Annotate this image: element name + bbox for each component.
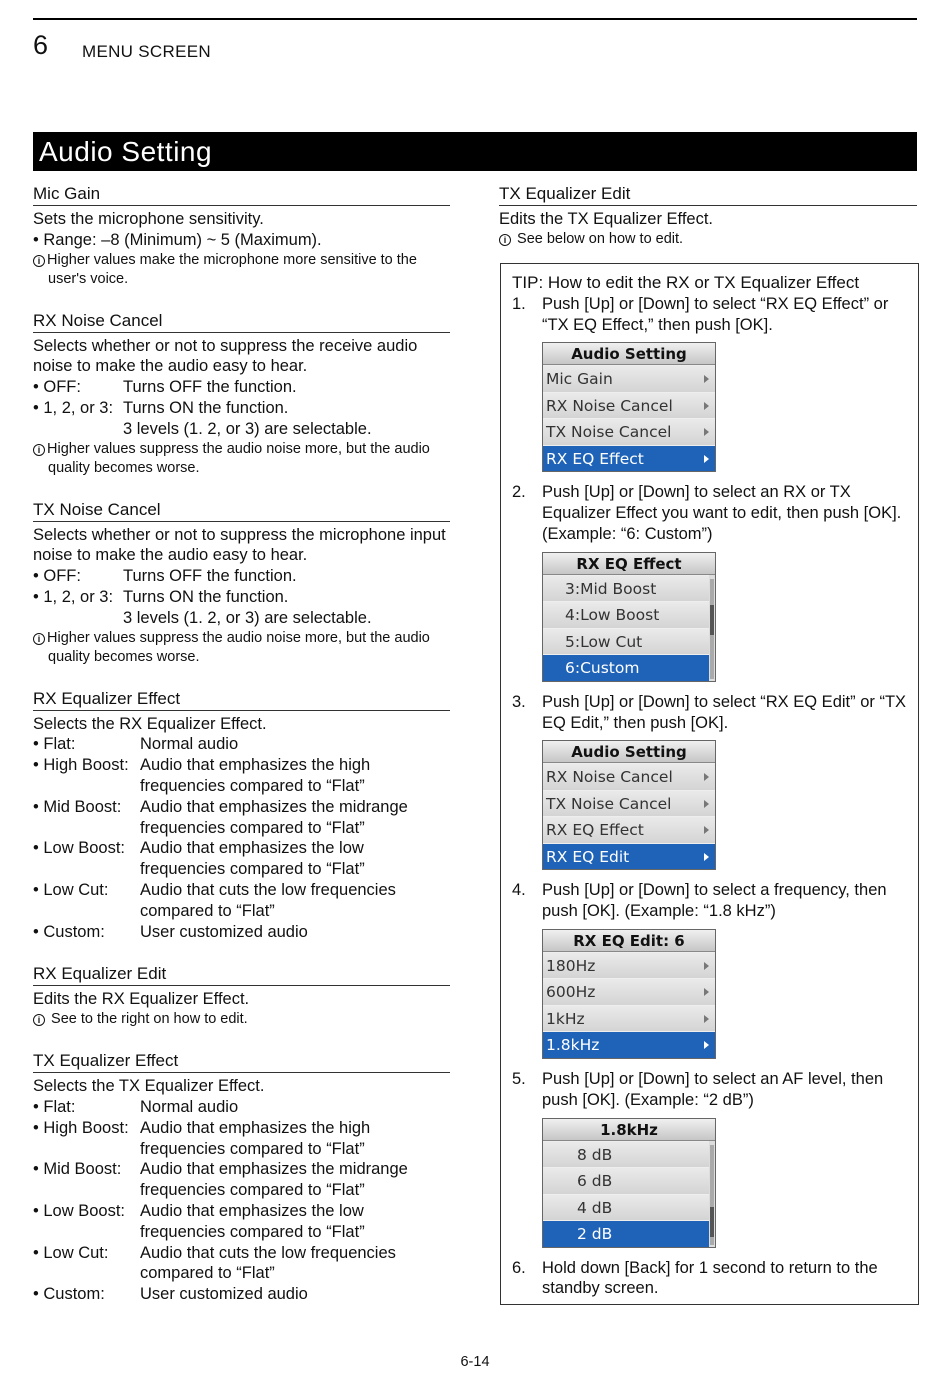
effect-key: • Low Boost: [33,1201,125,1220]
effect-value: Audio that emphasizes the midrange frequencies compared to “Flat” [140,1160,408,1200]
tip-step [512,880,908,922]
option-row [33,377,450,398]
effect-value: Audio that emphasizes the midrange frequencies compared to “Flat” [140,797,408,837]
rx-equalizer-edit-section [33,964,450,1029]
lcd-title: 1.8kHz [543,1119,715,1141]
info-icon: i [33,444,45,456]
lcd-menu-item [543,1167,709,1194]
lcd-item-label: 4 dB [577,1198,613,1217]
lcd-scroll-thumb [710,605,714,635]
effect-value: Normal audio [140,735,239,754]
effect-key: • Low Boost: [33,839,125,858]
arrow-right-icon [704,1015,709,1023]
lcd-screen [542,929,716,1059]
section-title: RX Equalizer Edit [33,964,450,986]
chapter-title: MENU SCREEN [82,42,211,61]
lcd-title: RX EQ Effect [543,553,715,575]
lcd-menu-item [543,392,715,419]
lcd-item-label: 6 dB [577,1172,613,1191]
lcd-item-label: 2 dB [577,1225,613,1244]
lcd-item-label: 6:Custom [565,659,640,678]
info-icon: i [33,1014,45,1026]
effect-key: • Mid Boost: [33,1160,122,1179]
section-title: TX Equalizer Edit [499,184,917,206]
lcd-menu-item-selected [543,445,715,472]
lcd-item-label: RX Noise Cancel [546,396,673,415]
step-number: 6. [512,1258,526,1277]
effect-value: Normal audio [140,1097,239,1116]
option-value: Turns OFF the function. [123,567,297,586]
effect-row [33,1097,450,1118]
tip-step [512,1258,908,1300]
option-key: • OFF: [33,567,81,586]
section-title: RX Noise Cancel [33,311,450,333]
effect-value: Audio that cuts the low frequencies compared to “Flat” [140,880,396,920]
note [33,440,450,478]
effect-value: Audio that emphasizes the low frequencies compared to “Flat” [140,839,365,879]
step-text: Hold down [Back] for 1 second to return to the standby screen. [542,1258,878,1298]
lcd-menu-item [543,978,715,1005]
effect-value: Audio that emphasizes the low frequencies compared to “Flat” [140,1201,365,1241]
tx-noise-cancel-section [33,500,450,667]
option-value-line: Turns ON the function. [123,587,289,606]
description: Edits the TX Equalizer Effect. [499,210,714,228]
section-banner: Audio Setting [33,132,917,171]
description: Selects whether or not to suppress the microphone input noise to make the audio easy to hear. [33,525,446,565]
lcd-menu-item [543,365,715,392]
description: Selects whether or not to suppress the receive audio noise to make the audio easy to hear. [33,336,418,376]
note [33,251,450,289]
lcd-title: RX EQ Edit: 6 [543,930,715,952]
effect-row [33,880,450,922]
step-text: Push [Up] or [Down] to select an AF level, then push [OK]. (Example: “2 dB”) [542,1069,884,1109]
effect-key: • Custom: [33,922,105,941]
step-text: Push [Up] or [Down] to select a frequency, then push [OK]. (Example: “1.8 kHz”) [542,881,887,921]
option-value [123,398,450,440]
lcd-item-label: TX Noise Cancel [546,794,672,813]
effect-key: • Flat: [33,1097,76,1116]
description: Edits the RX Equalizer Effect. [33,990,250,1009]
lcd-menu-item [543,952,715,979]
arrow-right-icon [704,853,709,861]
lcd-menu-item [543,418,715,445]
effect-value: User customized audio [140,1285,308,1304]
effect-value: Audio that cuts the low frequencies compared to “Flat” [140,1243,396,1283]
step-text: Push [Up] or [Down] to select an RX or TX Equalizer Effect you want to edit, then push [OK]. (Example: “6: Custom”) [542,483,902,543]
step-text: Push [Up] or [Down] to select “RX EQ Effect” or “TX EQ Effect,” then push [OK]. [542,294,889,334]
option-value: Turns OFF the function. [123,378,297,397]
note [33,629,450,667]
lcd-item-label: RX Noise Cancel [546,768,673,787]
lcd-item-label: 3:Mid Boost [565,579,657,598]
lcd-item-label: 8 dB [577,1145,613,1164]
effect-row [33,1118,450,1160]
arrow-right-icon [704,428,709,436]
section-title: RX Equalizer Effect [33,689,450,711]
option-row [33,566,450,587]
lcd-scrollbar [710,579,714,679]
note [499,230,917,249]
lcd-scroll-thumb [710,1207,714,1237]
section-title: TX Noise Cancel [33,500,450,522]
info-icon: i [33,255,45,267]
lcd-menu-item [543,575,709,602]
page-number: 6-14 [460,1354,490,1370]
effect-row [33,734,450,755]
lcd-item-label: RX EQ Edit [546,847,630,866]
effect-list [33,734,450,942]
effect-row [33,1284,450,1305]
effect-key: • Low Cut: [33,1243,109,1262]
lcd-item-label: RX EQ Effect [546,449,644,468]
left-column [33,184,450,1327]
lcd-menu-item [543,790,715,817]
tip-title: TIP: How to edit the RX or TX Equalizer Effect [512,273,860,292]
right-column [499,184,917,271]
effect-list [33,1097,450,1305]
arrow-right-icon [704,962,709,970]
effect-row [33,797,450,839]
chapter-number: 6 [33,30,49,60]
lcd-item-label: 5:Low Cut [565,632,643,651]
lcd-item-label: 180Hz [546,956,596,975]
step-number: 4. [512,881,526,900]
lcd-scrollbar [710,1145,714,1245]
tx-equalizer-effect-section [33,1051,450,1305]
lcd-title: Audio Setting [543,343,715,365]
effect-value: Audio that emphasizes the high frequencies compared to “Flat” [140,1118,371,1158]
lcd-menu-item-selected [543,1031,715,1058]
note-text: Higher values suppress the audio noise more, but the audio quality becomes worse. [47,440,430,476]
step-number: 5. [512,1069,526,1088]
effect-key: • High Boost: [33,1118,129,1137]
info-icon: i [499,234,511,246]
lcd-screen [542,552,716,682]
tip-step [512,294,908,336]
step-number: 2. [512,483,526,502]
lcd-screen [542,740,716,870]
effect-value: Audio that emphasizes the high frequencies compared to “Flat” [140,756,371,795]
effect-key: • Mid Boost: [33,797,122,816]
section-title: Mic Gain [33,184,450,206]
tip-box [500,263,919,1305]
effect-row [33,922,450,943]
lcd-item-label: 4:Low Boost [565,606,660,625]
note-text: Higher values make the microphone more sensitive to the user's voice. [47,251,417,287]
lcd-item-label: Mic Gain [546,370,613,389]
effect-value: User customized audio [140,922,308,941]
effect-key: • Custom: [33,1285,105,1304]
lcd-screen [542,1118,716,1248]
option-row [33,398,450,440]
lcd-menu-item [543,1005,715,1032]
option-value-line: Turns ON the function. [123,398,289,417]
note-text: See below on how to edit. [517,230,684,247]
effect-row [33,1243,450,1285]
lcd-menu-item [543,628,709,655]
top-rule [33,18,917,20]
lcd-item-label: TX Noise Cancel [546,423,672,442]
description: Selects the RX Equalizer Effect. [33,714,267,733]
option-value-line: 3 levels (1. 2, or 3) are selectable. [123,608,372,627]
lcd-menu-item [543,816,715,843]
option-key: • 1, 2, or 3: [33,587,114,606]
lcd-item-label: RX EQ Effect [546,821,644,840]
lcd-item-label: 1kHz [546,1009,585,1028]
lcd-menu-item-selected [543,1220,709,1247]
step-number: 3. [512,692,526,711]
section-title: TX Equalizer Effect [33,1051,450,1073]
tip-step [512,1069,908,1111]
tip-step [512,692,908,734]
option-value [123,587,450,629]
mic-gain-section [33,184,450,289]
tip-step [512,482,908,544]
effect-row [33,1201,450,1243]
arrow-right-icon [704,800,709,808]
description: Sets the microphone sensitivity. [33,210,264,228]
lcd-menu-item-selected [543,843,715,870]
arrow-right-icon [704,402,709,410]
effect-key: • High Boost: [33,756,129,775]
step-number: 1. [512,294,526,313]
effect-row [33,1159,450,1201]
tx-equalizer-edit-section [499,184,917,249]
range-text: • Range: –8 (Minimum) ~ 5 (Maximum). [33,230,322,249]
lcd-screen [542,342,716,472]
info-icon: i [33,633,45,645]
option-row [33,587,450,629]
option-key: • 1, 2, or 3: [33,398,114,417]
arrow-right-icon [704,773,709,781]
lcd-menu-item [543,601,709,628]
rx-noise-cancel-section [33,311,450,478]
arrow-right-icon [704,375,709,383]
note-text: Higher values suppress the audio noise more, but the audio quality becomes worse. [47,629,430,665]
lcd-title: Audio Setting [543,741,715,763]
lcd-menu-item [543,1194,709,1221]
arrow-right-icon [704,988,709,996]
lcd-menu-item [543,763,715,790]
arrow-right-icon [704,1041,709,1049]
rx-equalizer-effect-section [33,689,450,943]
effect-key: • Low Cut: [33,880,109,899]
effect-key: • Flat: [33,735,76,754]
arrow-right-icon [704,826,709,834]
note [33,1010,450,1029]
note-text: See to the right on how to edit. [51,1011,248,1028]
step-text: Push [Up] or [Down] to select “RX EQ Edit” or “TX EQ Edit,” then push [OK]. [542,692,907,732]
lcd-menu-item [543,1141,709,1168]
lcd-item-label: 1.8kHz [546,1036,600,1055]
lcd-item-label: 600Hz [546,983,596,1002]
option-key: • OFF: [33,378,81,397]
description: Selects the TX Equalizer Effect. [33,1077,265,1096]
arrow-right-icon [704,455,709,463]
lcd-menu-item-selected [543,654,709,681]
option-value-line: 3 levels (1. 2, or 3) are selectable. [123,419,372,438]
effect-row [33,755,450,797]
effect-row [33,838,450,880]
